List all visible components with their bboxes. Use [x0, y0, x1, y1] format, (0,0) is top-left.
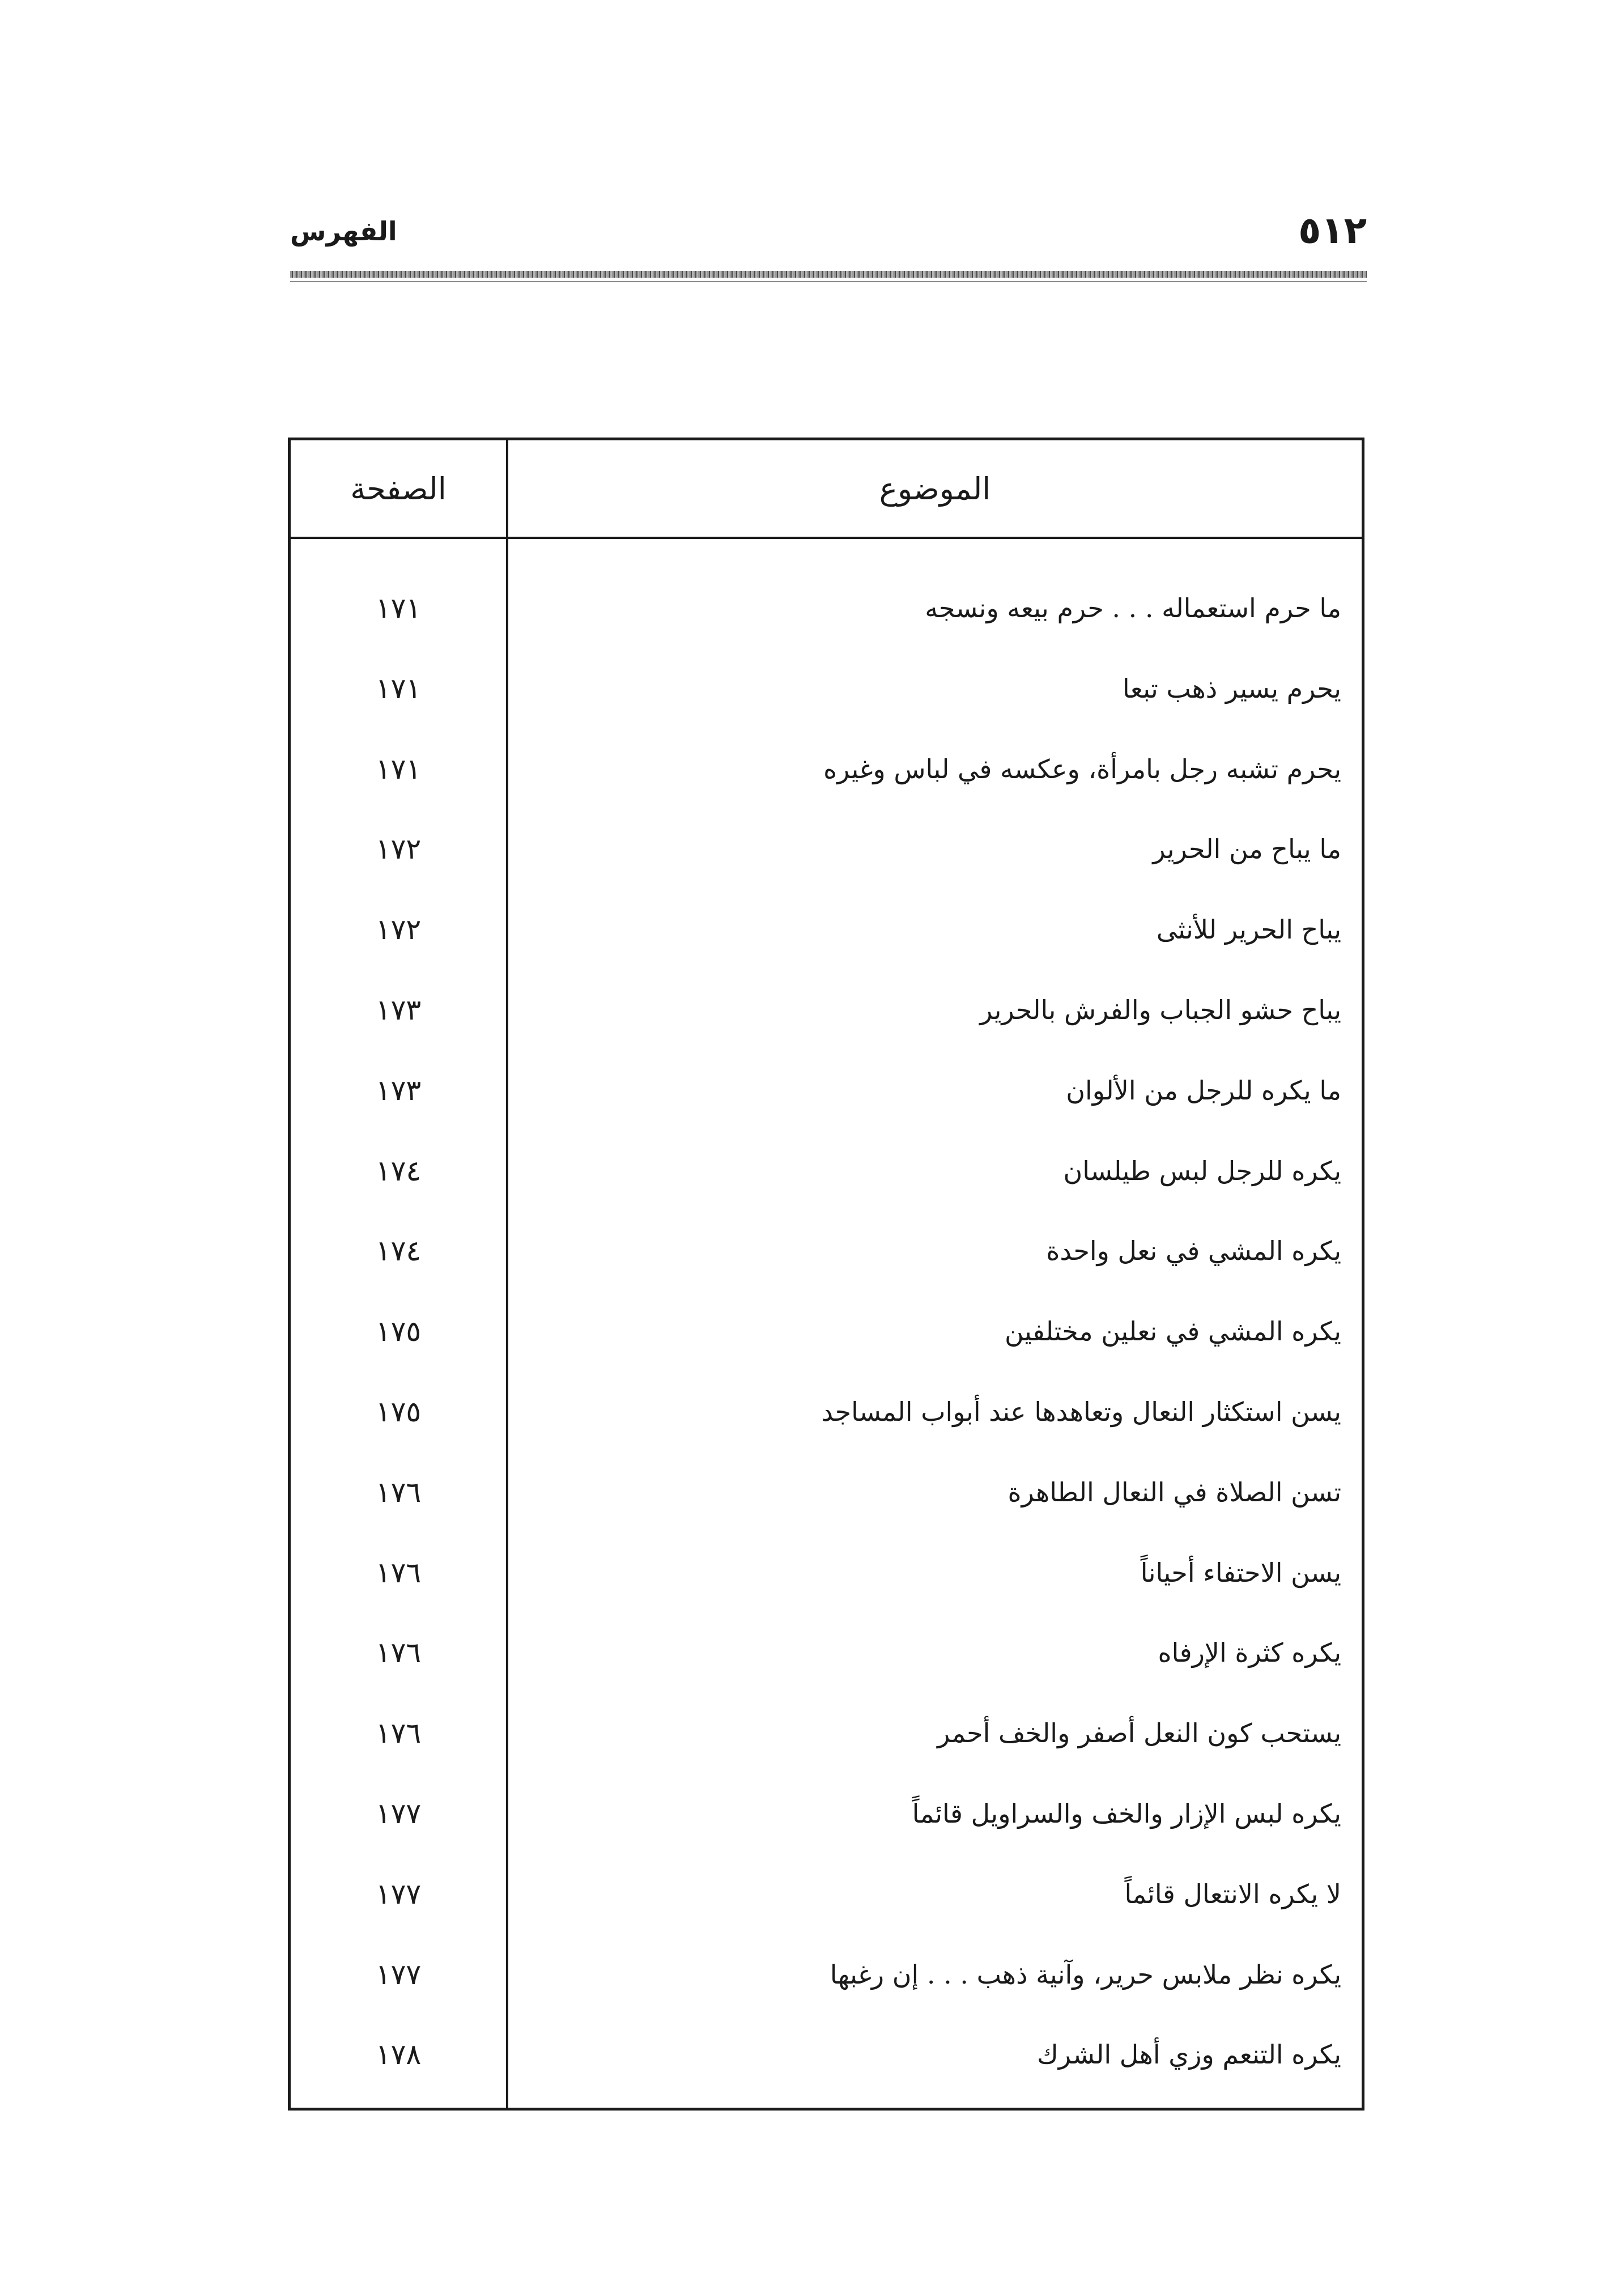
dot-leader [528, 1303, 999, 1360]
index-entry [528, 901, 1341, 958]
dot-leader [528, 1866, 1119, 1922]
dot-leader [528, 1544, 1135, 1601]
index-entry-page: ١٧٥ [375, 1395, 422, 1428]
dot-leader [528, 1143, 1057, 1199]
index-row [291, 901, 1362, 982]
index-entry-title: يكره للرجل لبس طيلسان [1063, 1155, 1341, 1186]
index-entry-page: ١٧٥ [375, 1315, 422, 1348]
dot-leader [528, 1222, 1040, 1279]
running-title: الفهرس [290, 216, 397, 247]
index-entry-page: ١٧٣ [375, 1073, 422, 1107]
index-row [291, 982, 1362, 1062]
page-column-heading: الصفحة [350, 470, 447, 507]
index-entry-title: يكره التنعم وزي أهل الشرك [1037, 2039, 1341, 2070]
index-entry-page: ١٧٦ [375, 1556, 422, 1589]
index-entry-title: يباح حشو الجباب والفرش بالحرير [980, 994, 1341, 1025]
dot-leader [528, 901, 1151, 958]
index-entry-page: ١٧١ [375, 592, 422, 625]
running-header [290, 205, 1367, 267]
index-entry-page: ١٧١ [375, 672, 422, 705]
page-number: ٥١٢ [1298, 209, 1367, 252]
dot-leader [528, 821, 1147, 877]
index-entry-title: يسن استكثار النعال وتعاهدها عند أبواب المساجد [821, 1396, 1341, 1427]
index-entry-title: يستحب كون النعل أصفر والخف أحمر [937, 1718, 1341, 1749]
index-entry-title: يكره المشي في نعلين مختلفين [1004, 1316, 1341, 1347]
index-entry [528, 1303, 1341, 1360]
index-entry [528, 1624, 1341, 1681]
dot-leader [528, 580, 919, 636]
index-entry [528, 580, 1341, 636]
index-entry-page: ١٧٦ [375, 1717, 422, 1750]
topic-column-heading: الموضوع [879, 470, 991, 507]
index-entry-title: ما يكره للرجل من الألوان [1066, 1075, 1341, 1106]
index-row [291, 741, 1362, 821]
index-entry-title: يكره لبس الإزار والخف والسراويل قائماً [912, 1798, 1341, 1829]
dot-leader [528, 1464, 1002, 1521]
index-row [291, 1143, 1362, 1223]
index-entry-title: يحرم تشبه رجل بامرأة، وعكسه في لباس وغيره [823, 753, 1341, 784]
index-row [291, 1705, 1362, 1785]
index-row [291, 660, 1362, 741]
index-entry [528, 1946, 1341, 2003]
index-rows [291, 539, 1362, 2107]
index-entry-page: ١٧٤ [375, 1154, 422, 1187]
index-entry [528, 982, 1341, 1038]
index-entry [528, 821, 1341, 877]
index-entry-page: ١٧٨ [375, 2038, 422, 2071]
dot-leader [528, 1383, 816, 1440]
dot-leader [528, 741, 818, 797]
index-entry [528, 1705, 1341, 1761]
index-entry [528, 1866, 1341, 1922]
index-row [291, 2026, 1362, 2107]
dot-leader [528, 1062, 1060, 1119]
index-entry-title: ما يباح من الحرير [1153, 834, 1341, 865]
dot-leader [528, 1705, 932, 1761]
index-entry-page: ١٧٦ [375, 1636, 422, 1670]
index-entry-page: ١٧٤ [375, 1234, 422, 1268]
index-entry [528, 1785, 1341, 1842]
header-rule-thin [290, 281, 1367, 282]
index-row [291, 1785, 1362, 1866]
index-entry [528, 1143, 1341, 1199]
index-entry-title: يكره المشي في نعل واحدة [1046, 1235, 1341, 1267]
index-entry-title: يكره كثرة الإرفاه [1158, 1637, 1341, 1668]
index-entry-page: ١٧١ [375, 752, 422, 785]
index-row [291, 1866, 1362, 1946]
index-entry [528, 1062, 1341, 1119]
index-entry [528, 1222, 1341, 1279]
index-entry-title: يكره نظر ملابس حرير، وآنية ذهب . . . إن رغبها [830, 1959, 1341, 1990]
index-row [291, 1946, 1362, 2027]
index-entry-title: يباح الحرير للأنثى [1156, 914, 1341, 945]
index-entry-page: ١٧٢ [375, 913, 422, 946]
index-entry-title: تسن الصلاة في النعال الطاهرة [1007, 1476, 1341, 1508]
index-row [291, 1062, 1362, 1143]
dot-leader [528, 1785, 907, 1842]
index-entry-page: ١٧٧ [375, 1877, 422, 1910]
index-table [288, 438, 1364, 2111]
index-entry-page: ١٧٣ [375, 993, 422, 1026]
index-row [291, 1383, 1362, 1464]
index-entry-page: ١٧٦ [375, 1475, 422, 1509]
index-row [291, 1544, 1362, 1625]
index-entry-title: لا يكره الانتعال قائماً [1124, 1878, 1341, 1909]
dot-leader [528, 2026, 1031, 2083]
dot-leader [528, 1946, 824, 2003]
index-entry [528, 1464, 1341, 1521]
index-entry-page: ١٧٧ [375, 1957, 422, 1991]
index-row [291, 1222, 1362, 1303]
index-entry [528, 2026, 1341, 2083]
index-row [291, 821, 1362, 901]
index-entry [528, 1383, 1341, 1440]
header-rule [290, 271, 1367, 278]
index-entry-page: ١٧٧ [375, 1797, 422, 1830]
index-entry-title: يسن الاحتفاء أحياناً [1140, 1557, 1341, 1588]
index-entry-page: ١٧٢ [375, 833, 422, 866]
index-entry [528, 660, 1341, 717]
dot-leader [528, 660, 1117, 717]
index-entry [528, 741, 1341, 797]
index-entry [528, 1544, 1341, 1601]
index-entry-title: يحرم يسير ذهب تبعا [1122, 673, 1341, 704]
index-row [291, 1624, 1362, 1705]
dot-leader [528, 982, 974, 1038]
dot-leader [528, 1624, 1152, 1681]
index-row [291, 1464, 1362, 1544]
index-entry-title: ما حرم استعماله . . . حرم بيعه ونسجه [925, 593, 1341, 623]
index-row [291, 580, 1362, 660]
index-row [291, 1303, 1362, 1383]
